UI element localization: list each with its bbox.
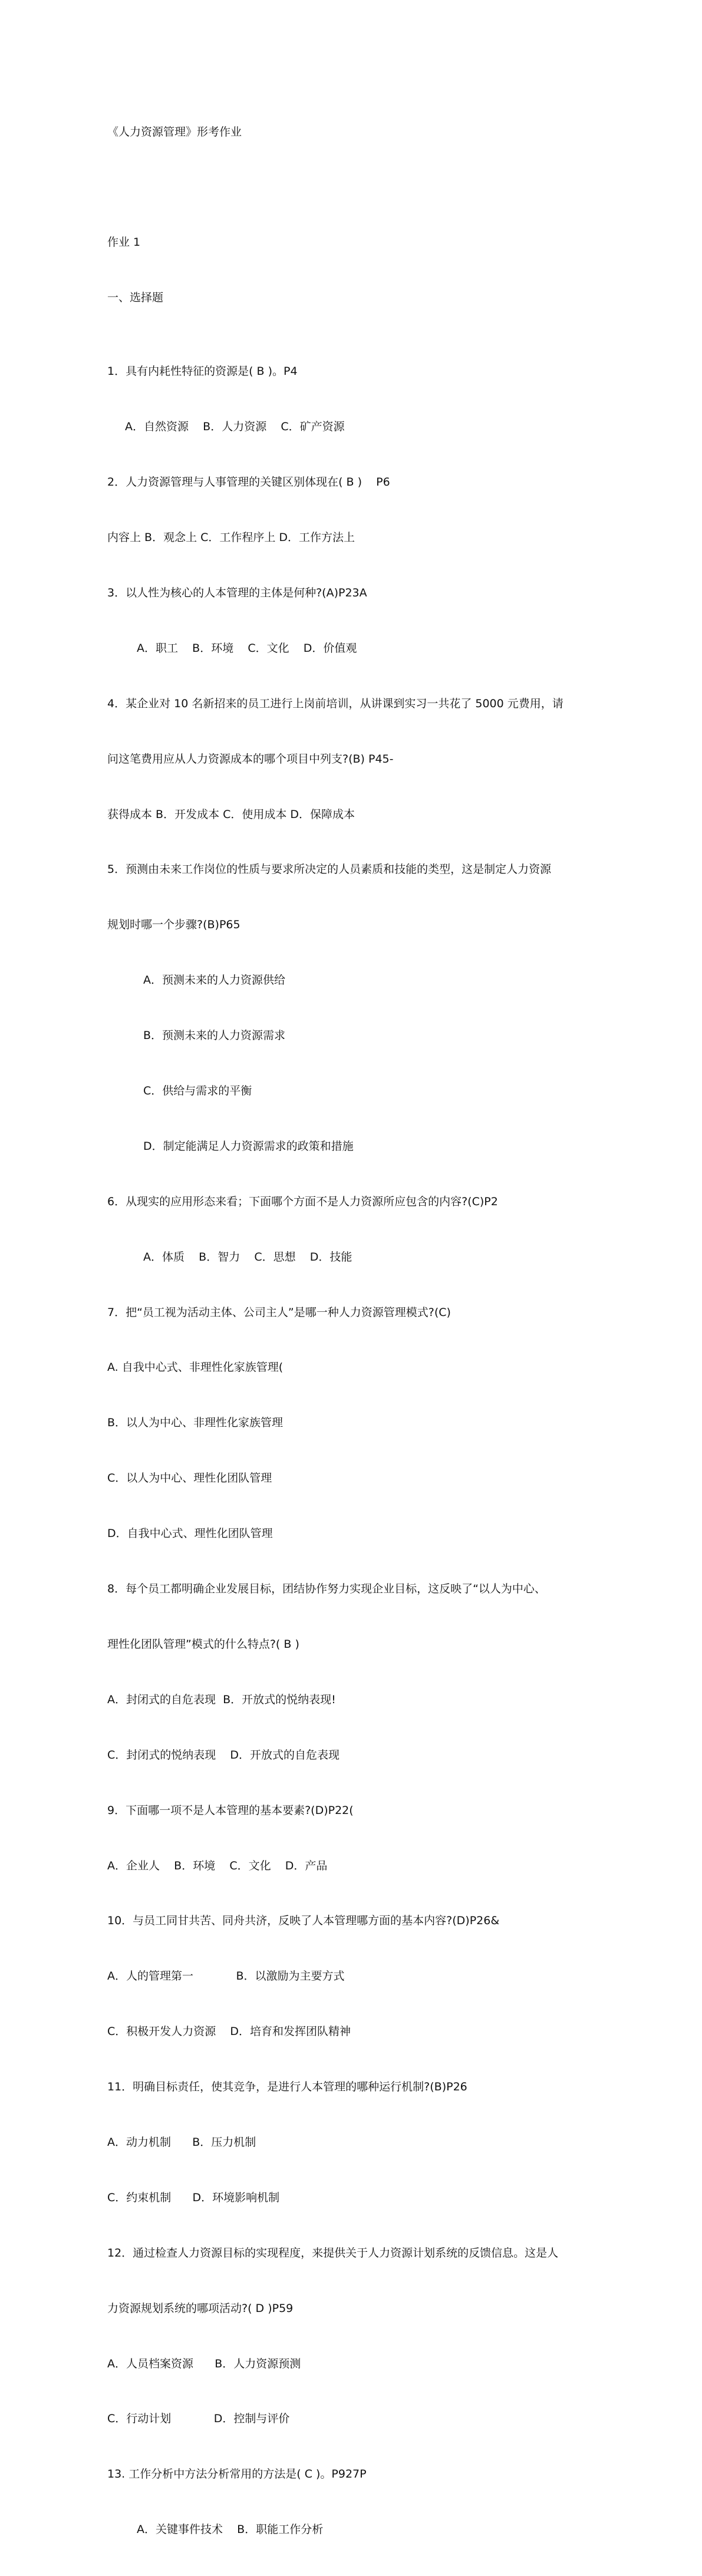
question-4-line-1: 4．某企业对 10 名新招来的员工进行上岗前培训，从讲课到实习一共花了 5000 元费用，请 xyxy=(107,697,563,710)
options-9: A．企业人 B．环境 C．文化 D．产品 xyxy=(107,1859,328,1872)
question-13: 13. 工作分析中方法分析常用的方法是( C )。P927P xyxy=(107,2468,367,2481)
question-7: 7．把“员工视为活动主体、公司主人”是哪一种人力资源管理模式?(C) xyxy=(107,1305,451,1319)
question-8-line-2: 理性化团队管理”模式的什么特点?( B ) xyxy=(107,1637,299,1651)
options-4: 获得成本 B．开发成本 C．使用成本 D．保障成本 xyxy=(107,807,355,821)
options-13: A．关键事件技术 B．职能工作分析 xyxy=(137,2523,324,2537)
option-7c: C．以人为中心、理性化团队管理 xyxy=(107,1472,272,1485)
blank-line xyxy=(107,178,608,196)
question-11: 11．明确目标责任，使其竞争，是进行人本管理的哪种运行机制?(B)P26 xyxy=(107,2080,467,2094)
option-7a: A. 自我中心式、非理性化家族管理( xyxy=(107,1361,284,1374)
question-1: 1．具有内耗性特征的资源是( B )。P4 xyxy=(107,365,298,378)
question-9: 9．下面哪一项不是人本管理的基本要素?(D)P22( xyxy=(107,1803,354,1817)
option-5a: A．预测未来的人力资源供给 xyxy=(143,974,285,987)
question-6: 6．从现实的应用形态来看；下面哪个方面不是人力资源所应包含的内容?(C)P2 xyxy=(107,1195,498,1208)
options-12-ab: A．人员档案资源 B．人力资源预测 xyxy=(107,2357,301,2370)
question-2: 2．人力资源管理与人事管理的关键区别体现在( B ) P6 xyxy=(107,476,390,489)
options-12-cd: C．行动计划 D．控制与评价 xyxy=(107,2412,290,2426)
question-5-line-2: 规划时哪一个步骤?(B)P65 xyxy=(107,918,240,932)
section-heading: 一、选择题 xyxy=(107,291,164,305)
question-5-line-1: 5．预测由未来工作岗位的性质与要求所决定的人员素质和技能的类型，这是制定人力资源 xyxy=(107,863,552,876)
question-8-line-1: 8．每个员工都明确企业发展目标，团结协作努力实现企业目标，这反映了“以人为中心、 xyxy=(107,1582,546,1596)
options-3: A．职工 B．环境 C．文化 D．价值观 xyxy=(137,641,357,655)
options-2: 内容上 B．观念上 C．工作程序上 D．工作方法上 xyxy=(107,531,355,545)
options-8-ab: A．封闭式的自危表现 B．开放式的悦纳表现! xyxy=(107,1693,336,1706)
question-4-line-2: 问这笔费用应从人力资源成本的哪个项目中列支?(B) P45- xyxy=(107,752,394,766)
options-11-cd: C．约束机制 D．环境影响机制 xyxy=(107,2191,280,2204)
options-10-ab: A．人的管理第一 B．以激励为主要方式 xyxy=(107,1970,345,1983)
options-8-cd: C．封闭式的悦纳表现 D．开放式的自危表现 xyxy=(107,1748,340,1762)
question-12-line-2: 力资源规划系统的哪项活动?( D )P59 xyxy=(107,2301,294,2315)
assignment-heading: 作业 1 xyxy=(107,236,141,249)
document-body xyxy=(107,86,608,2576)
option-5d: D．制定能满足人力资源需求的政策和措施 xyxy=(143,1139,354,1153)
question-3: 3．以人性为核心的人本管理的主体是何种?(A)P23A xyxy=(107,586,367,600)
options-11-ab: A．动力机制 B．压力机制 xyxy=(107,2135,256,2149)
document-title: 《人力资源管理》形考作业 xyxy=(107,125,242,138)
option-5c: C．供给与需求的平衡 xyxy=(143,1084,252,1098)
options-10-cd: C．积极开发人力资源 D．培育和发挥团队精神 xyxy=(107,2025,351,2039)
options-1: A．自然资源 B．人力资源 C．矿产资源 xyxy=(125,420,345,434)
option-5b: B．预测未来的人力资源需求 xyxy=(143,1029,286,1043)
options-6: A．体质 B．智力 C．思想 D．技能 xyxy=(143,1250,352,1264)
question-12-line-1: 12．通过检查人力资源目标的实现程度，来提供关于人力资源计划系统的反馈信息。这是人 xyxy=(107,2246,559,2260)
option-7d: D．自我中心式、理性化团队管理 xyxy=(107,1527,273,1541)
option-7b: B．以人为中心、非理性化家族管理 xyxy=(107,1416,284,1430)
question-10: 10．与员工同甘共苦、同舟共济，反映了人本管理哪方面的基本内容?(D)P26& xyxy=(107,1914,500,1928)
